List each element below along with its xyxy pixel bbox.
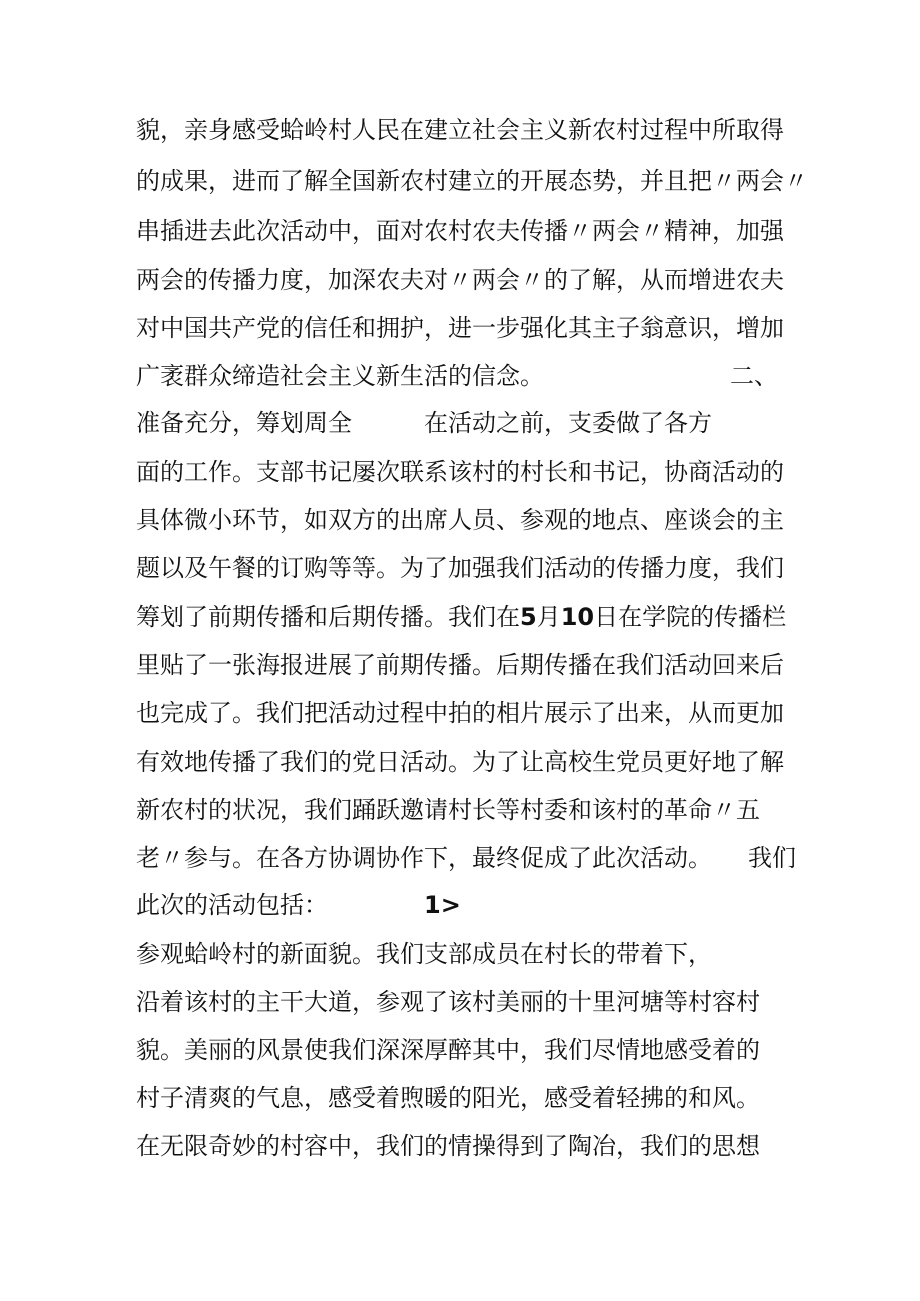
list-number: 1> — [424, 891, 461, 919]
text-line-14 — [136, 747, 784, 777]
text-line-19 — [136, 987, 760, 1017]
text-line-18 — [136, 939, 712, 969]
text: 日在学院的传播栏 — [594, 603, 787, 631]
date-day-number: 10 — [560, 603, 595, 631]
text: 对中国共产党的信任和拥护，进一步强化其主子翁意识，增加 — [136, 314, 784, 342]
text-line-12 — [136, 650, 784, 680]
text: 串插进去此次活动中，面对农村农夫传播〃两会〃精神，加强 — [136, 217, 784, 245]
text: 两会的传播力度，加深农夫对〃两会〃的了解，从而增进农夫 — [136, 266, 784, 294]
text: 月 — [536, 603, 561, 631]
text-line-5 — [136, 313, 784, 343]
text-line-4 — [136, 265, 784, 295]
text: 里贴了一张海报进展了前期传播。后期传播在我们活动回来后 — [136, 651, 784, 679]
text: 貌，亲身感受蛤岭村人民在建立社会主义新农村过程中所取得 — [136, 116, 784, 144]
text-line-13 — [136, 698, 784, 728]
text-line-20 — [136, 1035, 760, 1065]
text: 我们 — [748, 844, 796, 872]
text-line-17 — [136, 890, 461, 920]
text-line-3 — [136, 216, 784, 246]
text: 面的工作。支部书记屡次联系该村的村长和书记，协商活动的 — [136, 458, 784, 486]
text-line-10 — [136, 553, 784, 583]
text-line-21 — [136, 1083, 760, 1113]
text-line-8 — [136, 457, 784, 487]
text-line-11 — [136, 602, 786, 632]
text: 在无限奇妙的村容中，我们的情操得到了陶冶，我们的思想 — [136, 1132, 760, 1160]
text: 沿着该村的主干大道，参观了该村美丽的十里河塘等村容村 — [136, 988, 760, 1016]
text: 题以及午餐的订购等等。为了加强我们活动的传播力度，我们 — [136, 554, 784, 582]
text-line-15 — [136, 795, 760, 825]
text-line-6 — [136, 361, 778, 391]
text: 有效地传播了我们的党日活动。为了让高校生党员更好地了解 — [136, 748, 784, 776]
text-line-22 — [136, 1131, 760, 1161]
text-line-1 — [136, 115, 784, 145]
section-heading: 准备充分，筹划周全 — [136, 409, 352, 437]
text-line-9 — [136, 505, 784, 535]
text: 貌。美丽的风景使我们深深厚醉其中，我们尽情地感受着的 — [136, 1036, 760, 1064]
text: 的成果，进而了解全国新农村建立的开展态势，并且把〃两会〃 — [136, 167, 808, 195]
text-line-7 — [136, 408, 712, 438]
text-line-16 — [136, 843, 796, 873]
text: 具体微小环节，如双方的出席人员、参观的地点、座谈会的主 — [136, 506, 784, 534]
section-number: 二、 — [730, 362, 778, 390]
text-line-2 — [136, 166, 808, 196]
text: 老〃参与。在各方协调协作下，最终促成了此次活动。 — [136, 844, 712, 872]
text: 广袤群众缔造社会主义新生活的信念。 — [136, 362, 544, 390]
date-month-number: 5 — [520, 603, 537, 631]
text: 在活动之前，支委做了各方 — [424, 409, 712, 437]
text: 此次的活动包括： — [136, 891, 328, 919]
text: 参观蛤岭村的新面貌。我们支部成员在村长的带着下， — [136, 940, 712, 968]
text: 村子清爽的气息，感受着煦暖的阳光，感受着轻拂的和风。 — [136, 1084, 760, 1112]
text: 也完成了。我们把活动过程中拍的相片展示了出来，从而更加 — [136, 699, 784, 727]
text: 筹划了前期传播和后期传播。我们在 — [136, 603, 520, 631]
text: 新农村的状况，我们踊跃邀请村长等村委和该村的革命〃五 — [136, 796, 760, 824]
